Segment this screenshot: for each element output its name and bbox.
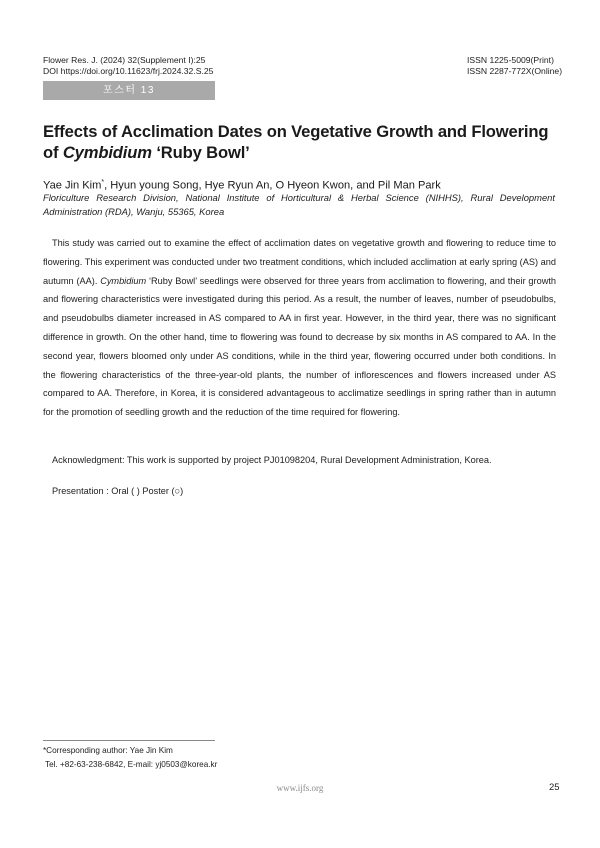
issn-online: ISSN 2287-772X(Online) bbox=[467, 66, 563, 76]
abstract-species: Cymbidium bbox=[100, 275, 147, 286]
contact-info: Tel. +82-63-238-6842, E-mail: yj0503@korea.kr bbox=[45, 760, 218, 769]
abstract-part1: This study was carried out to examine the effect of acclimation dates on vegetative growth and flowering to reduce time to flowering. This experiment was conducted under two treatment conditions, which included acclimation at early spring (AS) and autumn (AA). bbox=[43, 238, 556, 286]
journal-citation: Flower Res. J. (2024) 32(Supplement I):25 bbox=[43, 55, 206, 65]
corresponding-mark: * bbox=[101, 179, 105, 186]
journal-citation-block bbox=[43, 55, 213, 77]
corresponding-author-note: *Corresponding author: Yae Jin Kim bbox=[43, 746, 173, 755]
issn-block bbox=[467, 55, 562, 77]
abstract-part2: ‘Ruby Bowl’ seedlings were observed for three years from acclimation to flowering, and their growth and flowering characteristics were investigated during this period. As a result, the number of leaves, number of pseudobulbs, and pseudobulbs diameter increased in AS compared to AA in first year. However, in the third year, there was no significant difference in growth. On the other hand, time to flowering was found to decrease by six months in AS compared to AA. In the second year, flowers bloomed only under AS conditions, while in the third year, flowering occurred under both conditions. In the flowering characteristics of the three-year-old plants, the number of inflorescences and flowers increased under AS compared to AA. Therefore, in Korea, it is considered advantageous to acclimatize seedlings in spring rather than in autumn for the promotion of seedling growth and the reduction of the time required for flowering. bbox=[43, 275, 557, 418]
journal-website[interactable]: www.ijfs.org bbox=[276, 783, 324, 793]
poster-banner: 포스터 13 bbox=[43, 81, 215, 100]
page-number: 25 bbox=[549, 782, 560, 793]
acknowledgment: Acknowledgment: This work is supported by project PJ01098204, Rural Development Administration, Korea. bbox=[52, 455, 492, 465]
presentation-type: Presentation : Oral ( ) Poster (○) bbox=[52, 486, 184, 496]
issn-print: ISSN 1225-5009(Print) bbox=[467, 55, 554, 65]
footnote-divider bbox=[43, 740, 215, 741]
abstract-body bbox=[43, 234, 556, 422]
author-first: Yae Jin Kim bbox=[43, 179, 102, 192]
paper-title bbox=[43, 121, 563, 163]
title-prefix: Effects of Acclimation Dates on Vegetative Growth and Flowering of bbox=[43, 122, 549, 162]
author-rest: , Hyun young Song, Hye Ryun An, O Hyeon Kwon, and Pil Man Park bbox=[104, 179, 441, 192]
title-cultivar: ‘Ruby Bowl’ bbox=[156, 143, 250, 162]
doi-link[interactable]: DOI https://doi.org/10.11623/frj.2024.32.S.25 bbox=[43, 66, 214, 76]
affiliation: Floriculture Research Division, National Institute of Horticultural & Herbal Science (NIHHS), Rural Development Administration (RDA), Wanju, 55365, Korea bbox=[43, 192, 555, 217]
title-species: Cymbidium bbox=[62, 143, 152, 162]
